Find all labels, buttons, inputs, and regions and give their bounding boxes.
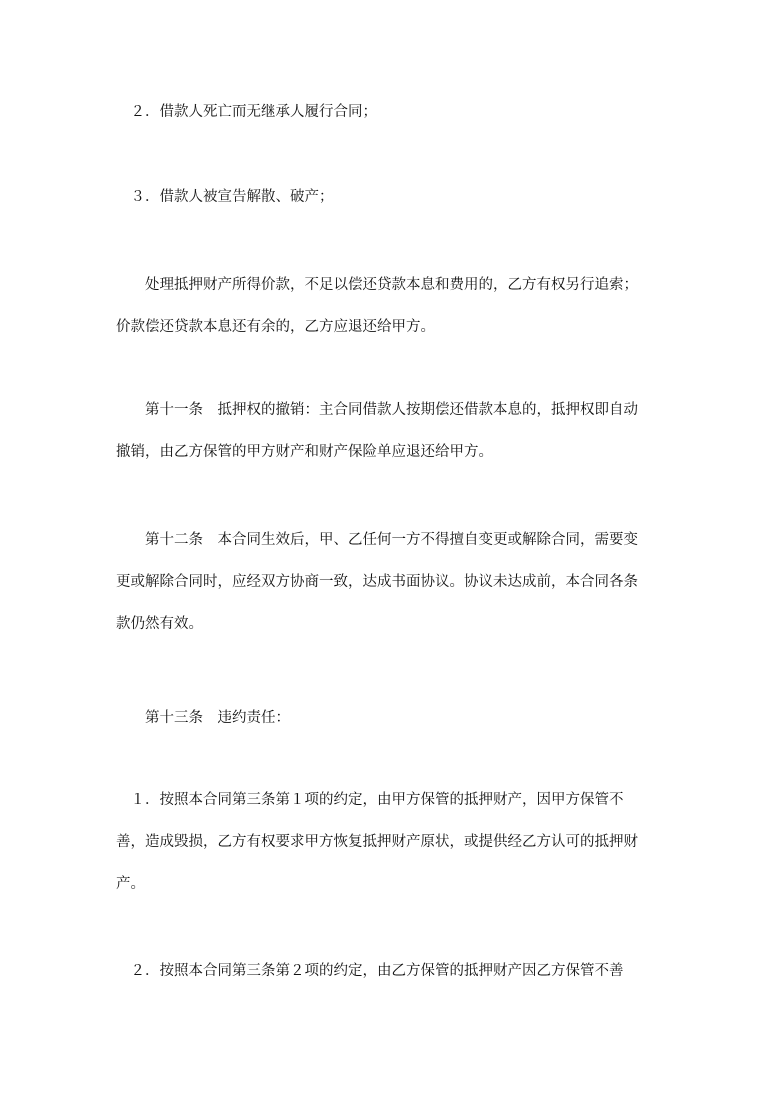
text-line: ２．按照本合同第三条第２项的约定，由乙方保管的抵押财产因乙方保管不善: [116, 963, 624, 979]
paragraph-article-11: [116, 389, 660, 473]
text-line: 款仍然有效。: [116, 616, 203, 632]
text-line: 价款偿还贷款本息还有余的，乙方应退还给甲方。: [116, 319, 435, 335]
paragraph-liability-item-2: [116, 950, 660, 992]
text-line: ３．借款人被宣告解散、破产；: [116, 189, 334, 205]
paragraph-disposal-proceeds: [116, 264, 660, 348]
text-line: 第十三条 违约责任：: [116, 710, 290, 726]
text-line: １．按照本合同第三条第１项的约定，由甲方保管的抵押财产，因甲方保管不: [116, 792, 624, 808]
paragraph-liability-item-1: [116, 779, 660, 905]
paragraph-article-12: [116, 519, 660, 645]
text-line: 产。: [116, 876, 145, 892]
text-line: ２．借款人死亡而无继承人履行合同；: [116, 104, 377, 120]
text-line: 第十二条 本合同生效后，甲、乙任何一方不得擅自变更或解除合同，需要变: [116, 532, 638, 548]
paragraph-clause-2-death: [116, 91, 660, 133]
text-line: 更或解除合同时，应经双方协商一致，达成书面协议。协议未达成前，本合同各条: [116, 574, 638, 590]
paragraph-clause-3-bankruptcy: [116, 176, 660, 218]
text-line: 处理抵押财产所得价款，不足以偿还贷款本息和费用的，乙方有权另行追索；: [116, 277, 638, 293]
text-line: 第十一条 抵押权的撤销：主合同借款人按期偿还借款本息的，抵押权即自动: [116, 402, 638, 418]
text-line: 善，造成毁损，乙方有权要求甲方恢复抵押财产原状，或提供经乙方认可的抵押财: [116, 834, 638, 850]
paragraph-article-13-heading: [116, 697, 660, 739]
text-line: 撤销，由乙方保管的甲方财产和财产保险单应退还给甲方。: [116, 444, 493, 460]
